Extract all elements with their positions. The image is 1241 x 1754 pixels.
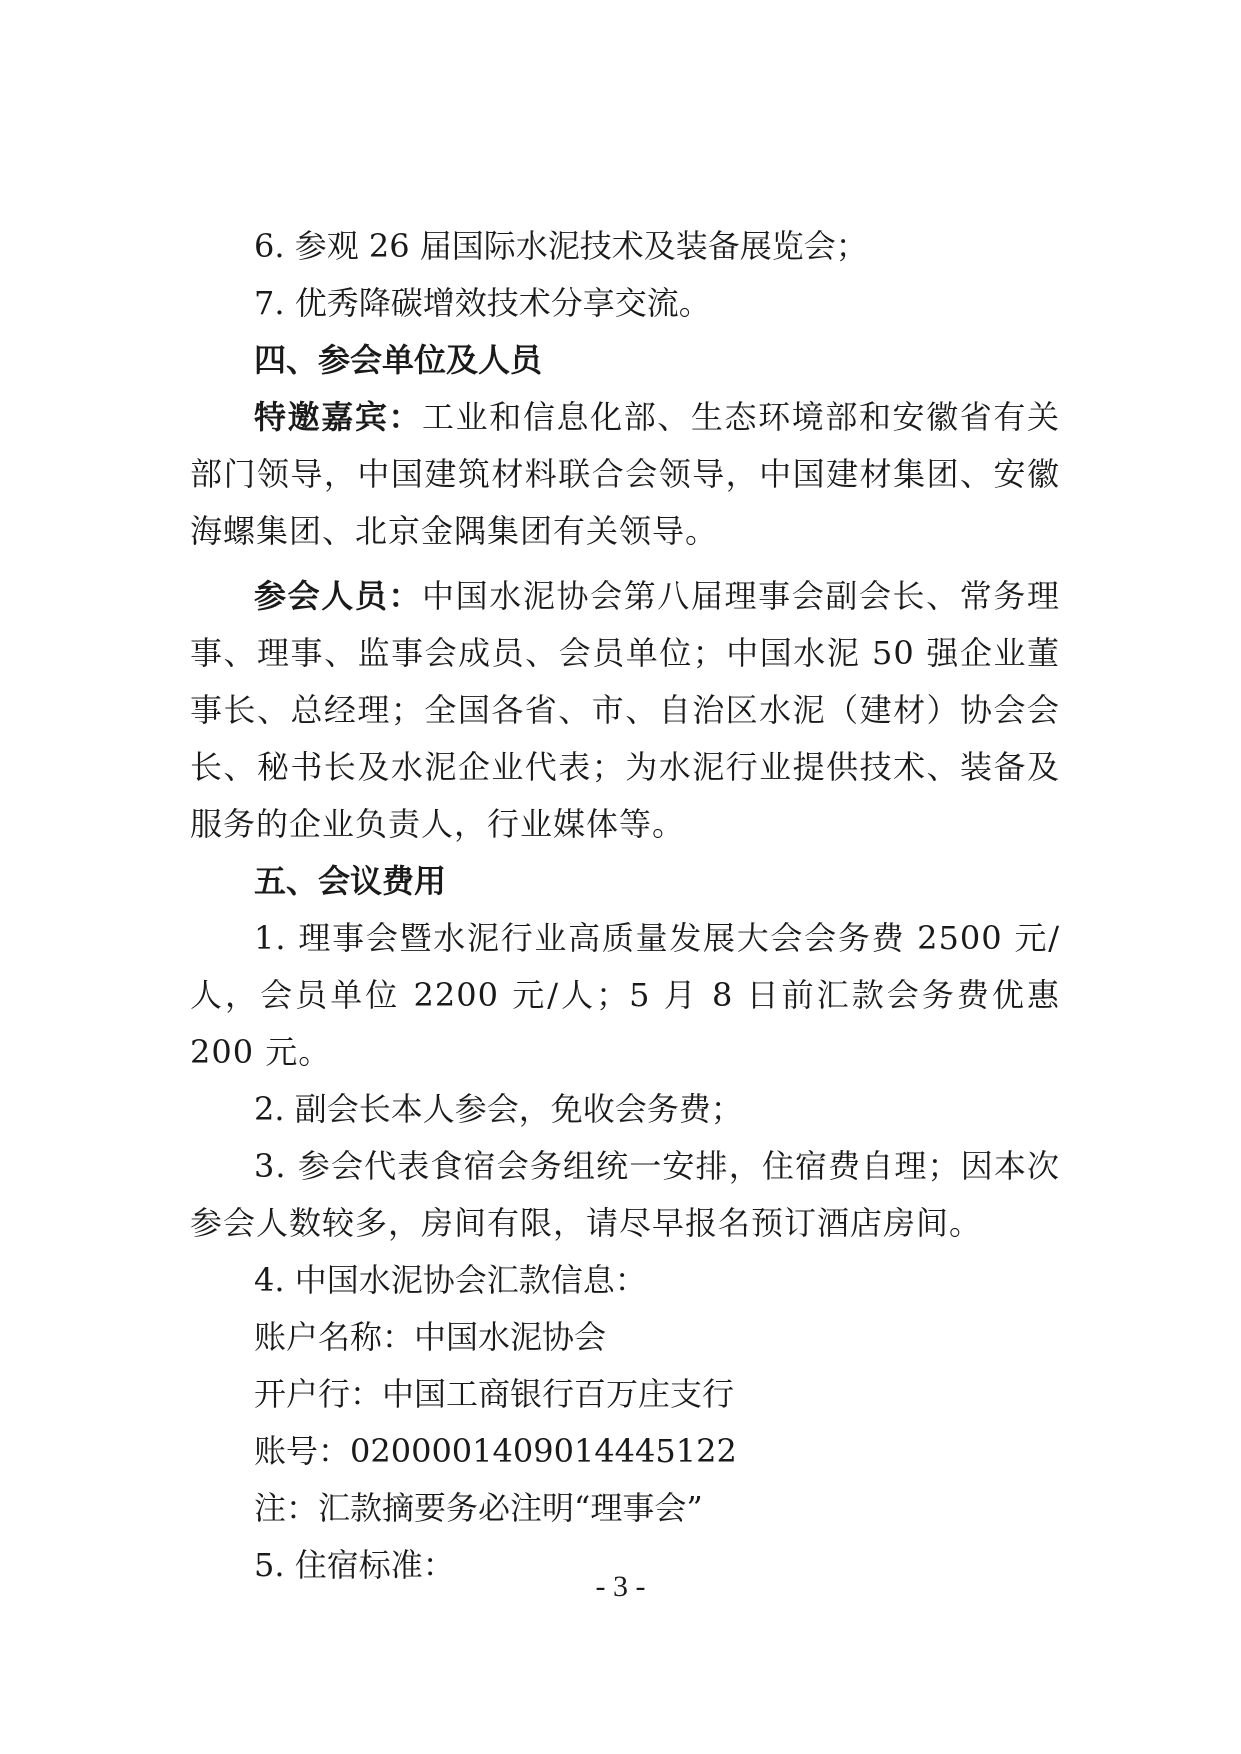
fee-item-5: 5. 住宿标准： [254,1546,455,1584]
fee-item-3: 3. 参会代表食宿会务组统一安排，住宿费自理；因本次参会人数较多，房间有限，请尽早报名预订酒店房间。 [190,1147,1060,1242]
section-heading-5: 五、会议费用 [254,862,447,900]
remittance-note: 注：汇款摘要务必注明“理事会” [254,1489,703,1527]
list-item-6: 6. 参观 26 届国际水泥技术及装备展览会； [254,227,868,265]
special-guests-label: 特邀嘉宾： [254,398,423,436]
account-name: 账户名称：中国水泥协会 [254,1318,607,1356]
fee-item-2: 2. 副会长本人参会，免收会务费； [254,1090,743,1128]
fee-item-1: 1. 理事会暨水泥行业高质量发展大会会务费 2500 元/人，会员单位 2200 元/人；5 月 8 日前汇款会务费优惠 200 元。 [190,919,1060,1071]
attendees-text: 中国水泥协会第八届理事会副会长、常务理事、理事、监事会成员、会员单位；中国水泥 50 强企业董事长、总经理；全国各省、市、自治区水泥（建材）协会会长、秘书长及水泥企业代表；为水泥行业提供技术、装备及服务的企业负责人，行业媒体等。 [190,577,1060,843]
bank-name: 开户行：中国工商银行百万庄支行 [254,1375,735,1413]
list-item-7: 7. 优秀降碳增效技术分享交流。 [254,284,711,322]
special-guests-paragraph [190,389,1060,560]
document-body [190,218,1060,1594]
special-guests-text: 工业和信息化部、生态环境部和安徽省有关部门领导，中国建筑材料联合会领导，中国建材集团、安徽海螺集团、北京金隅集团有关领导。 [190,398,1060,550]
page-number: - 3 - [595,1570,646,1603]
section-heading-4: 四、参会单位及人员 [254,341,543,379]
attendees-paragraph [190,568,1060,853]
fee-item-4: 4. 中国水泥协会汇款信息： [254,1261,647,1299]
attendees-label: 参会人员： [254,577,423,615]
account-number: 账号：0200001409014445122 [254,1432,737,1470]
